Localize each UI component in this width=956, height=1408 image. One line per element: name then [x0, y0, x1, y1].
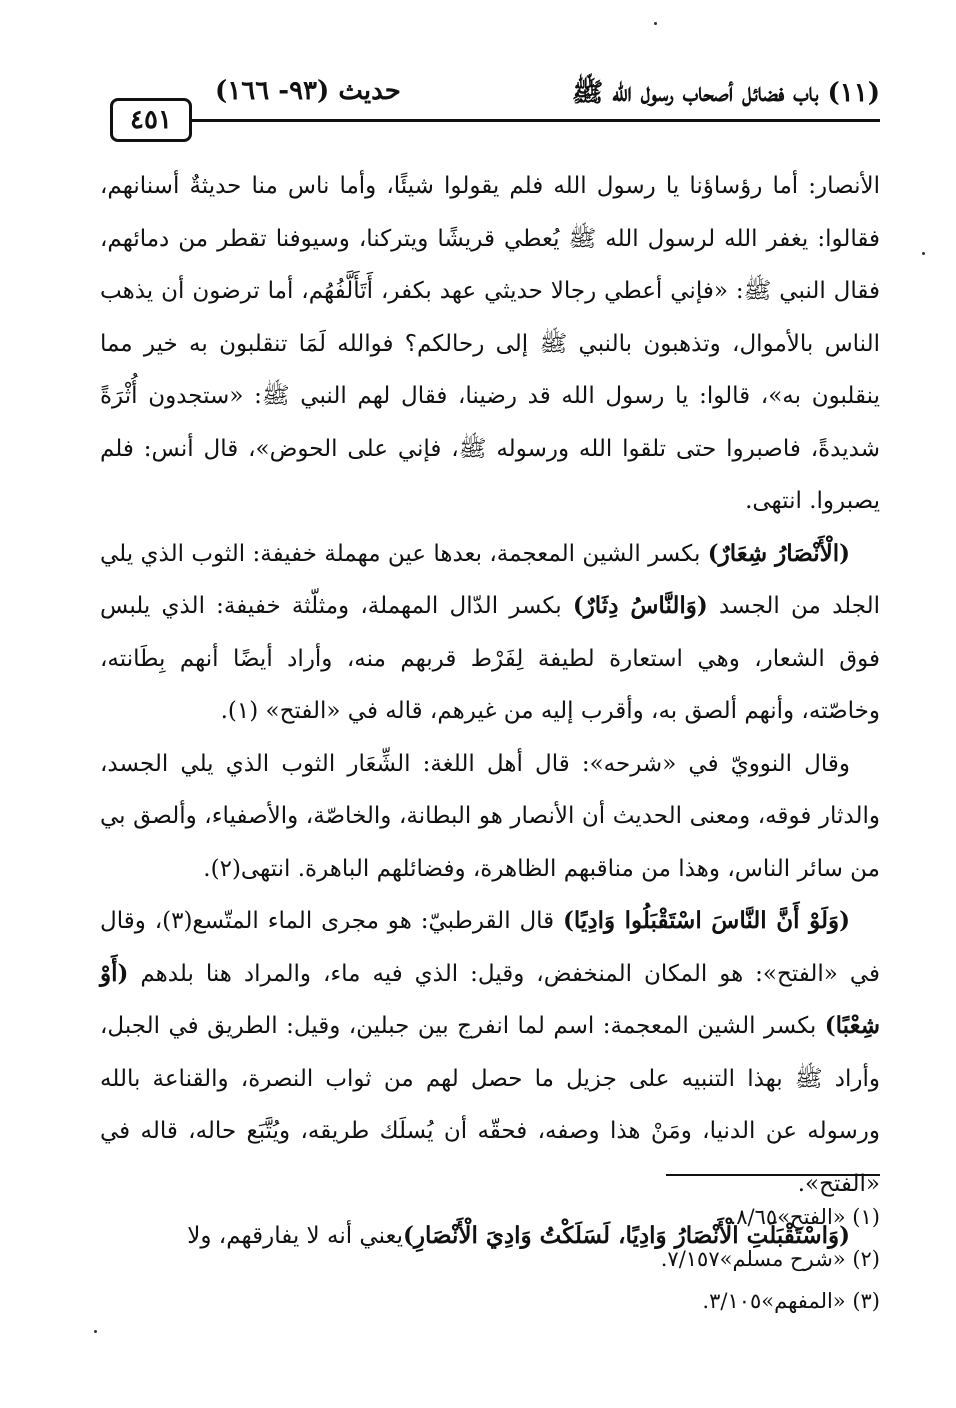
- paragraph-1: [100, 160, 880, 528]
- quoted-phrase: (الْأَنْصَارُ شِعَارٌ): [707, 539, 850, 567]
- scan-speck: [922, 252, 925, 255]
- text-segment: وقال النوويّ في «شرحه»: قال أهل اللغة: الشِّعَار الثوب الذي يلي الجسد، والدثار فوقه، ومعنى الحديث أن الأنصار هو البطانة، والخاصّة، والأصفياء، وألصق بي من سائر الناس، وهذا من مناقبهم الظاهرة، وفضائلهم الباهرة. انتهى(٢).: [100, 750, 880, 882]
- page-number: ٤٥١: [110, 98, 192, 142]
- footnote-1: (١) «الفتح»٨/٦٥.: [729, 1205, 880, 1229]
- quoted-phrase: (وَاسْتَقْبَلَتِ الْأَنْصَارُ وَادِيًا، لَسَلَكْتُ وَادِيَ الْأَنْصَارِ): [403, 1222, 850, 1249]
- text-segment: بكسر الشين المعجمة، بعدها عين مهملة خفيفة: الثوب الذي يلي الجلد من الجسد: [100, 540, 880, 619]
- footnote-3: (٣) «المفهم»٣/١٠٥.: [702, 1289, 880, 1313]
- footnote-rule: [666, 1174, 880, 1176]
- page-header: [100, 76, 880, 140]
- scan-speck: [654, 22, 657, 25]
- scan-speck: [94, 1330, 97, 1333]
- quoted-phrase: (أَوْ شِعْبًا): [100, 959, 880, 1039]
- text-segment: الأنصار: أما رؤساؤنا يا رسول الله فلم يقولوا شيئًا، وأما ناس منا حديثةٌ أسنانهم، فقالوا: يغفر الله لرسول الله ﷺ يُعطي قريشًا ويتركنا، وسيوفنا تقطر من دمائهم، فقال النبي ﷺ: «فإني أعطي رجالا حديثي عهد بكفر، أَتَأَلَّفُهُم، أما ترضون أن يذهب الناس بالأموال، وتذهبون بالنبي ﷺ إلى رحالكم؟ فوالله لَمَا تنقلبون به خير مما ينقلبون به»، قالوا: يا رسول الله قد رضينا، فقال لهم النبي ﷺ: «ستجدون أُثْرَةً شديدةً، فاصبروا حتى تلقوا الله ورسوله ﷺ، فإني على الحوض»، قال أنس: فلم يصبروا. انتهى.: [100, 173, 880, 514]
- header-rule: [192, 119, 880, 122]
- paragraph-2: [100, 528, 880, 738]
- text-segment: بكسر الدّال المهملة، ومثلّثة خفيفة: الذي يلبس فوق الشعار، وهي استعارة لطيفة لِفَرْط قربهم منه، وأراد أيضًا أنهم بِطَانته، وخاصّته، وأنهم ألصق به، وأقرب إليه من غيرهم، قاله في «الفتح» (١).: [100, 593, 880, 724]
- quoted-phrase: (وَالنَّاسُ دِثَارٌ): [572, 592, 708, 619]
- paragraph-4: [100, 895, 880, 1210]
- paragraph-3: [100, 738, 880, 896]
- footnote-2: (٢) «شرح مسلم»٧/١٥٧.: [660, 1247, 880, 1271]
- quoted-phrase: (وَلَوْ أَنَّ النَّاسَ اسْتَقْبَلُوا وَادِيًا): [563, 907, 850, 934]
- text-segment: بكسر الشين المعجمة: اسم لما انفرج بين جبلين، وقيل: الطريق في الجبل، وأراد ﷺ بهذا التنبيه على جزيل ما حصل لهم من ثواب النصرة، والقناعة بالله ورسوله عن الدنيا، ومَنْ هذا وصفه، فحقّه أن يُسلَك طريقه، ويُتَّبَع حاله، قاله في «الفتح».: [100, 1013, 880, 1197]
- main-text: [100, 160, 880, 1263]
- hadith-range: حديث (٩٣- ١٦٦): [215, 76, 401, 106]
- footnotes: [500, 1196, 880, 1322]
- text-segment: يعني أنه لا يفارقهم، ولا: [187, 1223, 404, 1249]
- chapter-title: (١١) باب فضائل أصحاب رسول الله ﷺ: [571, 78, 880, 108]
- text-segment: قال القرطبيّ: هو مجرى الماء المتّسع(٣)، وقال في «الفتح»: هو المكان المنخفض، وقيل: الذي فيه ماء، والمراد هنا بلدهم: [100, 908, 880, 987]
